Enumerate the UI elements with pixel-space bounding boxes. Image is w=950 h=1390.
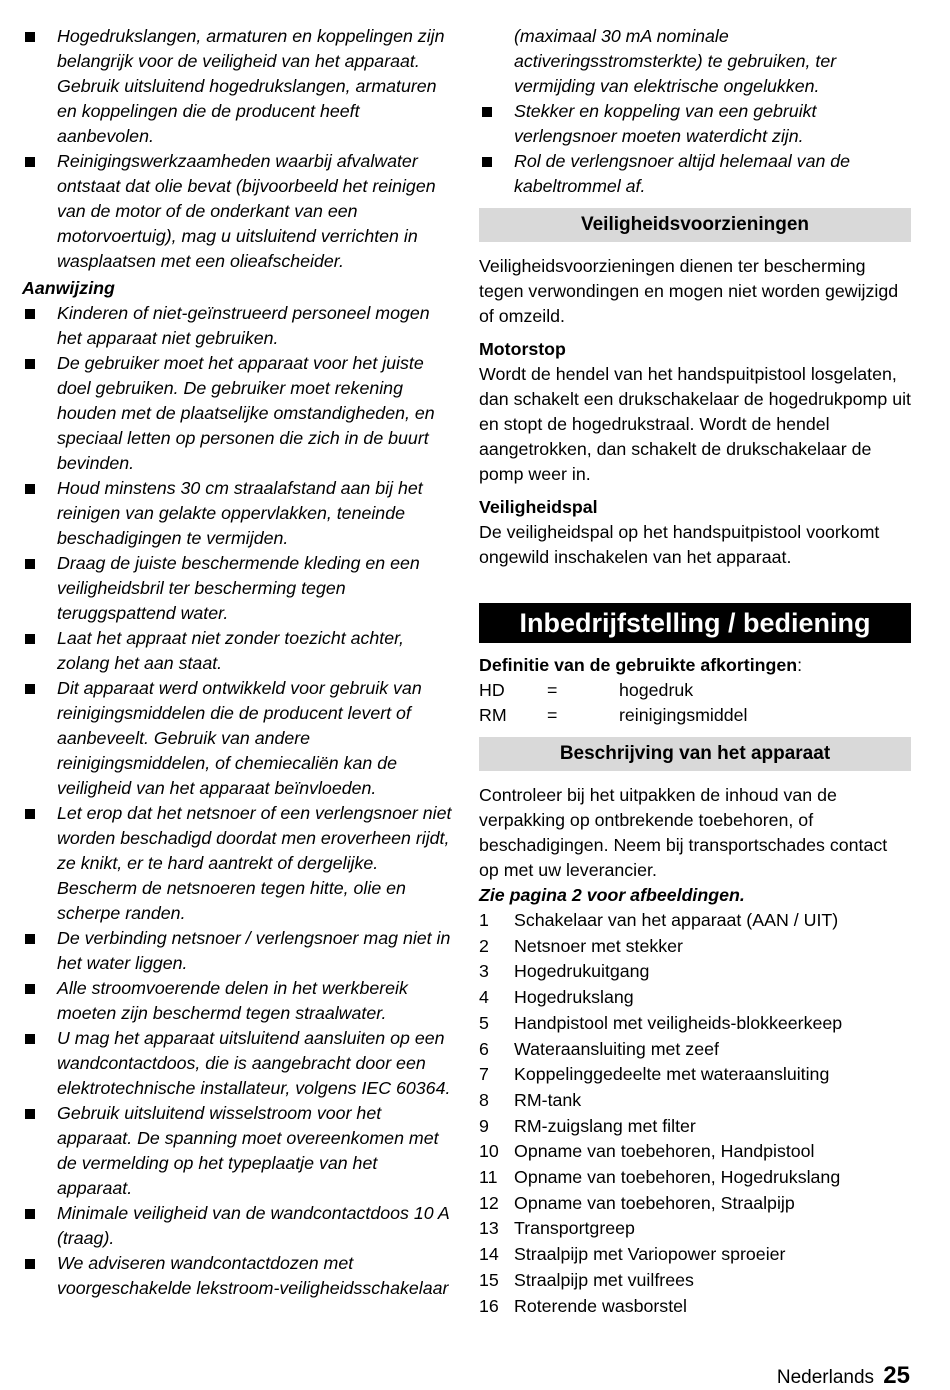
section-heading-description: Beschrijving van het apparaat xyxy=(479,737,911,771)
safety-intro: Veiligheidsvoorzieningen dienen ter bescherming tegen verwondingen en mogen niet worden gewijzigd of omzeild. xyxy=(479,256,899,326)
list-item: Reinigingswerkzaamheden waarbij afvalwater ontstaat dat olie bevat (bijvoorbeeld het reinigen van de motor of de onderkant van een motorvoertuig), mag u uitsluitend verrichten in wasplaatsen met een olieafscheider. xyxy=(22,149,452,274)
parts-list xyxy=(479,908,911,1319)
description-text: Controleer bij het uitpakken de inhoud van de verpakking op ontbrekende toebehoren, of beschadigingen. Neem bij transportschades contact op met uw leverancier. xyxy=(479,785,888,880)
see-page-note: Zie pagina 2 voor afbeeldingen. xyxy=(479,885,745,905)
bullet-list-right xyxy=(479,99,911,199)
list-item: Kinderen of niet-geïnstrueerd personeel mogen het apparaat niet gebruiken. xyxy=(22,301,452,351)
parts-list-item: 1 Schakelaar van het apparaat (AAN / UIT) xyxy=(479,910,839,930)
list-item: Minimale veiligheid van de wandcontactdoos 10 A (traag). xyxy=(22,1201,452,1251)
square-bullet-icon xyxy=(25,32,35,42)
list-item: Houd minstens 30 cm straalafstand aan bij het reinigen van gelakte oppervlakken, teneinde beschadigingen te vermijden. xyxy=(22,476,452,551)
square-bullet-icon xyxy=(482,157,492,167)
list-item: We adviseren wandcontactdozen met voorgeschakelde lekstroom-veiligheidsschakelaar xyxy=(22,1251,452,1301)
list-item: U mag het apparaat uitsluitend aansluiten op een wandcontactdoos, die is aangebracht door een elektrotechnische installateur, volgens IEC 60364. xyxy=(22,1026,452,1101)
bullet-list-note xyxy=(22,301,452,1301)
square-bullet-icon xyxy=(25,1259,35,1269)
square-bullet-icon xyxy=(25,157,35,167)
parts-list-item: 14 Straalpijp met Variopower sproeier xyxy=(479,1244,786,1265)
page-number: 25 xyxy=(883,1362,910,1389)
list-item: Laat het appraat niet zonder toezicht achter, zolang het aan staat. xyxy=(22,626,452,676)
square-bullet-icon xyxy=(25,1209,35,1219)
square-bullet-icon xyxy=(25,684,35,694)
section-heading-safety: Veiligheidsvoorzieningen xyxy=(479,208,911,242)
definitions-heading-line xyxy=(479,653,911,678)
definition-meaning: hogedruk xyxy=(619,680,694,700)
square-bullet-icon xyxy=(25,934,35,944)
definitions-colon: : xyxy=(797,655,803,675)
parts-list-item: 4 Hogedrukslang xyxy=(479,987,634,1008)
definition-row xyxy=(479,703,911,728)
right-column xyxy=(479,24,911,1319)
square-bullet-icon xyxy=(482,107,492,117)
parts-list-item: 15 Straalpijp met vuilfrees xyxy=(479,1269,694,1290)
parts-list-item: 12 Opname van toebehoren, Straalpijp xyxy=(479,1192,795,1213)
definition-eq: = xyxy=(547,705,558,725)
definitions-block xyxy=(479,653,911,728)
square-bullet-icon xyxy=(25,1109,35,1119)
continued-text: (maximaal 30 mA nominale activeringsstromsterkte) te gebruiken, ter vermijding van elektrische ongelukken. xyxy=(514,26,837,96)
list-item: Stekker en koppeling van een gebruikt verlengsnoer moeten waterdicht zijn. xyxy=(479,99,911,149)
safety-catch-heading: Veiligheidspal xyxy=(479,497,598,517)
square-bullet-icon xyxy=(25,809,35,819)
parts-list-item: 5 Handpistool met veiligheids-blokkeerkeep xyxy=(479,1012,843,1033)
definition-abbr: HD xyxy=(479,680,505,700)
parts-list-item: 11 Opname van toebehoren, Hogedrukslang xyxy=(479,1167,841,1188)
list-item: De gebruiker moet het apparaat voor het juiste doel gebruiken. De gebruiker moet rekening houden met de plaatselijke omstandigheden, en speciaal letten op personen die zich in de buurt bevinden. xyxy=(22,351,452,476)
list-item: Let erop dat het netsnoer of een verlengsnoer niet worden beschadigd doordat men eroverheen rijdt, ze knikt, er te hard aantrekt of dergelijke. Bescherm de netsnoeren tegen hitte, olie en scherpe randen. xyxy=(22,801,452,926)
definition-eq: = xyxy=(547,680,558,700)
parts-list-item: 16 Roterende wasborstel xyxy=(479,1295,687,1316)
square-bullet-icon xyxy=(25,359,35,369)
parts-list-item: 7 Koppelinggedeelte met wateraansluiting xyxy=(479,1064,830,1085)
list-item: Draag de juiste beschermende kleding en een veiligheidsbril ter bescherming tegen teruggspattend water. xyxy=(22,551,452,626)
main-section-heading: Inbedrijfstelling / bediening xyxy=(479,603,911,643)
square-bullet-icon xyxy=(25,484,35,494)
definition-abbr: RM xyxy=(479,705,507,725)
parts-list-item: 6 Wateraansluiting met zeef xyxy=(479,1038,719,1059)
footer-language: Nederlands xyxy=(776,1367,875,1388)
definition-row xyxy=(479,678,911,703)
bullet-list-top xyxy=(22,24,452,274)
safety-catch-text: De veiligheidspal op het handspuitpistool voorkomt ongewild inschakelen van het apparaat. xyxy=(479,522,880,567)
page-footer xyxy=(777,1362,910,1390)
parts-list-item: 8 RM-tank xyxy=(479,1089,582,1110)
motorstop-text: Wordt de hendel van het handspuitpistool losgelaten, dan schakelt een drukschakelaar de hogedrukpomp uit en stopt de hogedrukstraal. Wordt de hendel aangetrokken, dan schakelt de drukschakelaar de pomp weer in. xyxy=(479,364,911,484)
definitions-heading: Definitie van de gebruikte afkortingen xyxy=(479,655,798,675)
definition-meaning: reinigingsmiddel xyxy=(619,705,748,725)
list-item: Dit apparaat werd ontwikkeld voor gebruik van reinigingsmiddelen die de producent levert of aanbeveelt. Gebruik van andere reinigingsmiddelen, of chemiecaliën kan de veiligheid van het apparaat beïnvloeden. xyxy=(22,676,452,801)
list-item: Gebruik uitsluitend wisselstroom voor het apparaat. De spanning moet overeenkomen met de vermelding op het typeplaatje van het apparaat. xyxy=(22,1101,452,1201)
list-item: Hogedrukslangen, armaturen en koppelingen zijn belangrijk voor de veiligheid van het apparaat. Gebruik uitsluitend hogedrukslangen, armaturen en koppelingen die de producent heeft aanbevolen. xyxy=(22,24,452,149)
parts-list-item: 2 Netsnoer met stekker xyxy=(479,935,683,956)
square-bullet-icon xyxy=(25,1034,35,1044)
list-item: De verbinding netsnoer / verlengsnoer mag niet in het water liggen. xyxy=(22,926,452,976)
note-heading: Aanwijzing xyxy=(22,278,115,298)
left-column xyxy=(22,24,452,1301)
list-item: Alle stroomvoerende delen in het werkbereik moeten zijn beschermd tegen straalwater. xyxy=(22,976,452,1026)
square-bullet-icon xyxy=(25,559,35,569)
parts-list-item: 9 RM-zuigslang met filter xyxy=(479,1115,696,1136)
square-bullet-icon xyxy=(25,984,35,994)
list-item: Rol de verlengsnoer altijd helemaal van de kabeltrommel af. xyxy=(479,149,911,199)
square-bullet-icon xyxy=(25,634,35,644)
motorstop-heading: Motorstop xyxy=(479,339,566,359)
parts-list-item: 13 Transportgreep xyxy=(479,1218,635,1239)
square-bullet-icon xyxy=(25,309,35,319)
parts-list-item: 10 Opname van toebehoren, Handpistool xyxy=(479,1141,815,1162)
parts-list-item: 3 Hogedrukuitgang xyxy=(479,961,650,982)
